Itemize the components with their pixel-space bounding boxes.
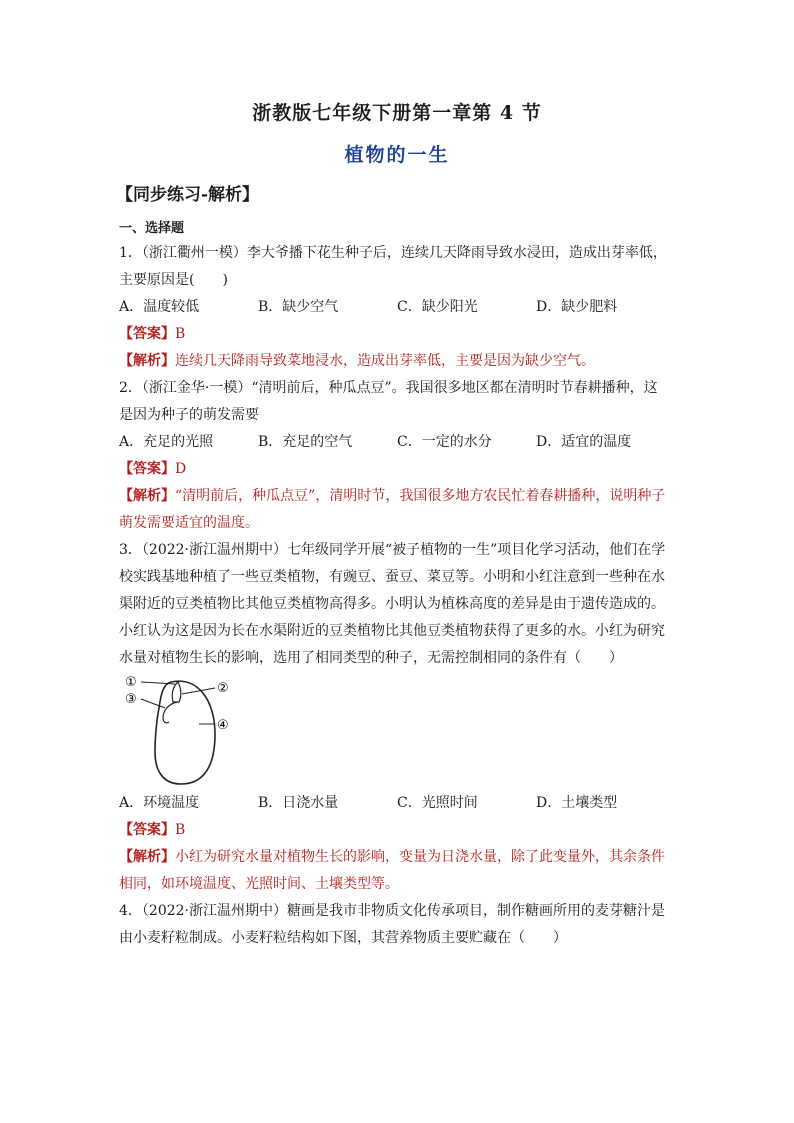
question-text-line: 1．（浙江衢州一模）李大爷播下花生种子后，连续几天降雨导致水浸田，造成出芽率低， xyxy=(119,245,667,261)
analysis-label: 【解析】 xyxy=(119,488,175,504)
answer-value: D xyxy=(175,461,187,477)
option-d: D．适宜的温度 xyxy=(536,434,632,450)
question-1 xyxy=(119,240,679,375)
answer-line xyxy=(119,456,679,483)
option-b: B．缺少空气 xyxy=(258,299,339,315)
analysis-text: 小红为研究水量对植物生长的影响，变量为日浇水量，除了此变量外，其余条件 xyxy=(175,849,665,865)
seed-structure-figure xyxy=(119,672,679,790)
label-3: ③ xyxy=(125,692,137,707)
question-text-line: 渠附近的豆类植物比其他豆类植物高得多。小明认为植株高度的差异是由于遗传造成的。 xyxy=(119,596,665,612)
option-a: A．充足的光照 xyxy=(119,434,214,450)
embryo-axis xyxy=(163,702,177,723)
question-text-line: 主要原因是( ) xyxy=(119,272,228,288)
option-c: C．缺少阳光 xyxy=(397,299,478,315)
option-d: D．缺少肥料 xyxy=(536,299,618,315)
seed-outline xyxy=(155,681,215,784)
question-text-line: 校实践基地种植了一些豆类植物，有豌豆、蚕豆、菜豆等。小明和小红注意到一些种在水 xyxy=(119,569,665,585)
question-list xyxy=(119,218,679,952)
label-2: ② xyxy=(217,681,229,696)
section-banner: 【同步练习-解析】 xyxy=(116,185,260,205)
option-c: C．一定的水分 xyxy=(397,434,492,450)
document-subtitle: 植物的一生 xyxy=(344,144,450,166)
analysis-text: 连续几天降雨导致菜地浸水，造成出芽率低，主要是因为缺少空气。 xyxy=(175,353,595,369)
question-text-line: 小红认为这是因为长在水渠附近的豆类植物比其他豆类植物获得了更多的水。小红为研究 xyxy=(119,623,665,639)
question-text-line: 是因为种子的萌发需要 xyxy=(119,407,259,423)
option-row xyxy=(119,790,679,817)
answer-label: 【答案】 xyxy=(119,461,175,477)
question-4 xyxy=(119,898,679,952)
analysis-label: 【解析】 xyxy=(119,353,175,369)
option-row xyxy=(119,294,679,321)
analysis-line xyxy=(119,483,679,510)
analysis-line: 相同，如环境温度、光照时间、土壤类型等。 xyxy=(119,876,399,892)
answer-value: B xyxy=(175,822,186,838)
analysis-line xyxy=(119,844,679,871)
question-2 xyxy=(119,375,679,537)
question-3 xyxy=(119,537,679,898)
option-d: D．土壤类型 xyxy=(536,795,618,811)
question-text-line: 由小麦籽粒制成。小麦籽粒结构如下图，其营养物质主要贮藏在（ ） xyxy=(119,930,567,946)
option-row xyxy=(119,429,679,456)
option-a: A．环境温度 xyxy=(119,795,200,811)
question-text-line: 4．（2022·浙江温州期中）糖画是我市非物质文化传承项目，制作糖画所用的麦芽糖汁是 xyxy=(119,903,665,919)
document-title: 浙教版七年级下册第一章第 4 节 xyxy=(252,102,542,124)
option-b: B．充足的空气 xyxy=(258,434,353,450)
bean-seed-diagram xyxy=(119,672,249,790)
plumule xyxy=(172,682,181,702)
answer-line xyxy=(119,817,679,844)
option-b: B．日浇水量 xyxy=(258,795,339,811)
answer-label: 【答案】 xyxy=(119,326,175,342)
analysis-text: “清明前后，种瓜点豆”，清明时节，我国很多地方农民忙着春耕播种，说明种子 xyxy=(175,488,666,504)
answer-value: B xyxy=(175,326,186,342)
analysis-line: 萌发需要适宜的温度。 xyxy=(119,515,259,531)
label-1: ① xyxy=(125,675,137,690)
answer-line xyxy=(119,321,679,348)
analysis-label: 【解析】 xyxy=(119,849,175,865)
label-4: ④ xyxy=(217,718,229,733)
question-text-line: 2．（浙江金华·一模）“清明前后，种瓜点豆”。我国很多地区都在清明时节春耕播种，这 xyxy=(119,380,658,396)
answer-label: 【答案】 xyxy=(119,822,175,838)
question-text-line: 水量对植物生长的影响，选用了相同类型的种子，无需控制相同的条件有（ ） xyxy=(119,650,623,666)
option-a: A．温度较低 xyxy=(119,299,200,315)
question-text-line: 3．（2022·浙江温州期中）七年级同学开展“被子植物的一生”项目化学习活动，他们在学 xyxy=(119,542,666,558)
option-c: C．光照时间 xyxy=(397,795,478,811)
section-heading: 一、选择题 xyxy=(119,221,185,236)
analysis-line xyxy=(119,348,679,375)
